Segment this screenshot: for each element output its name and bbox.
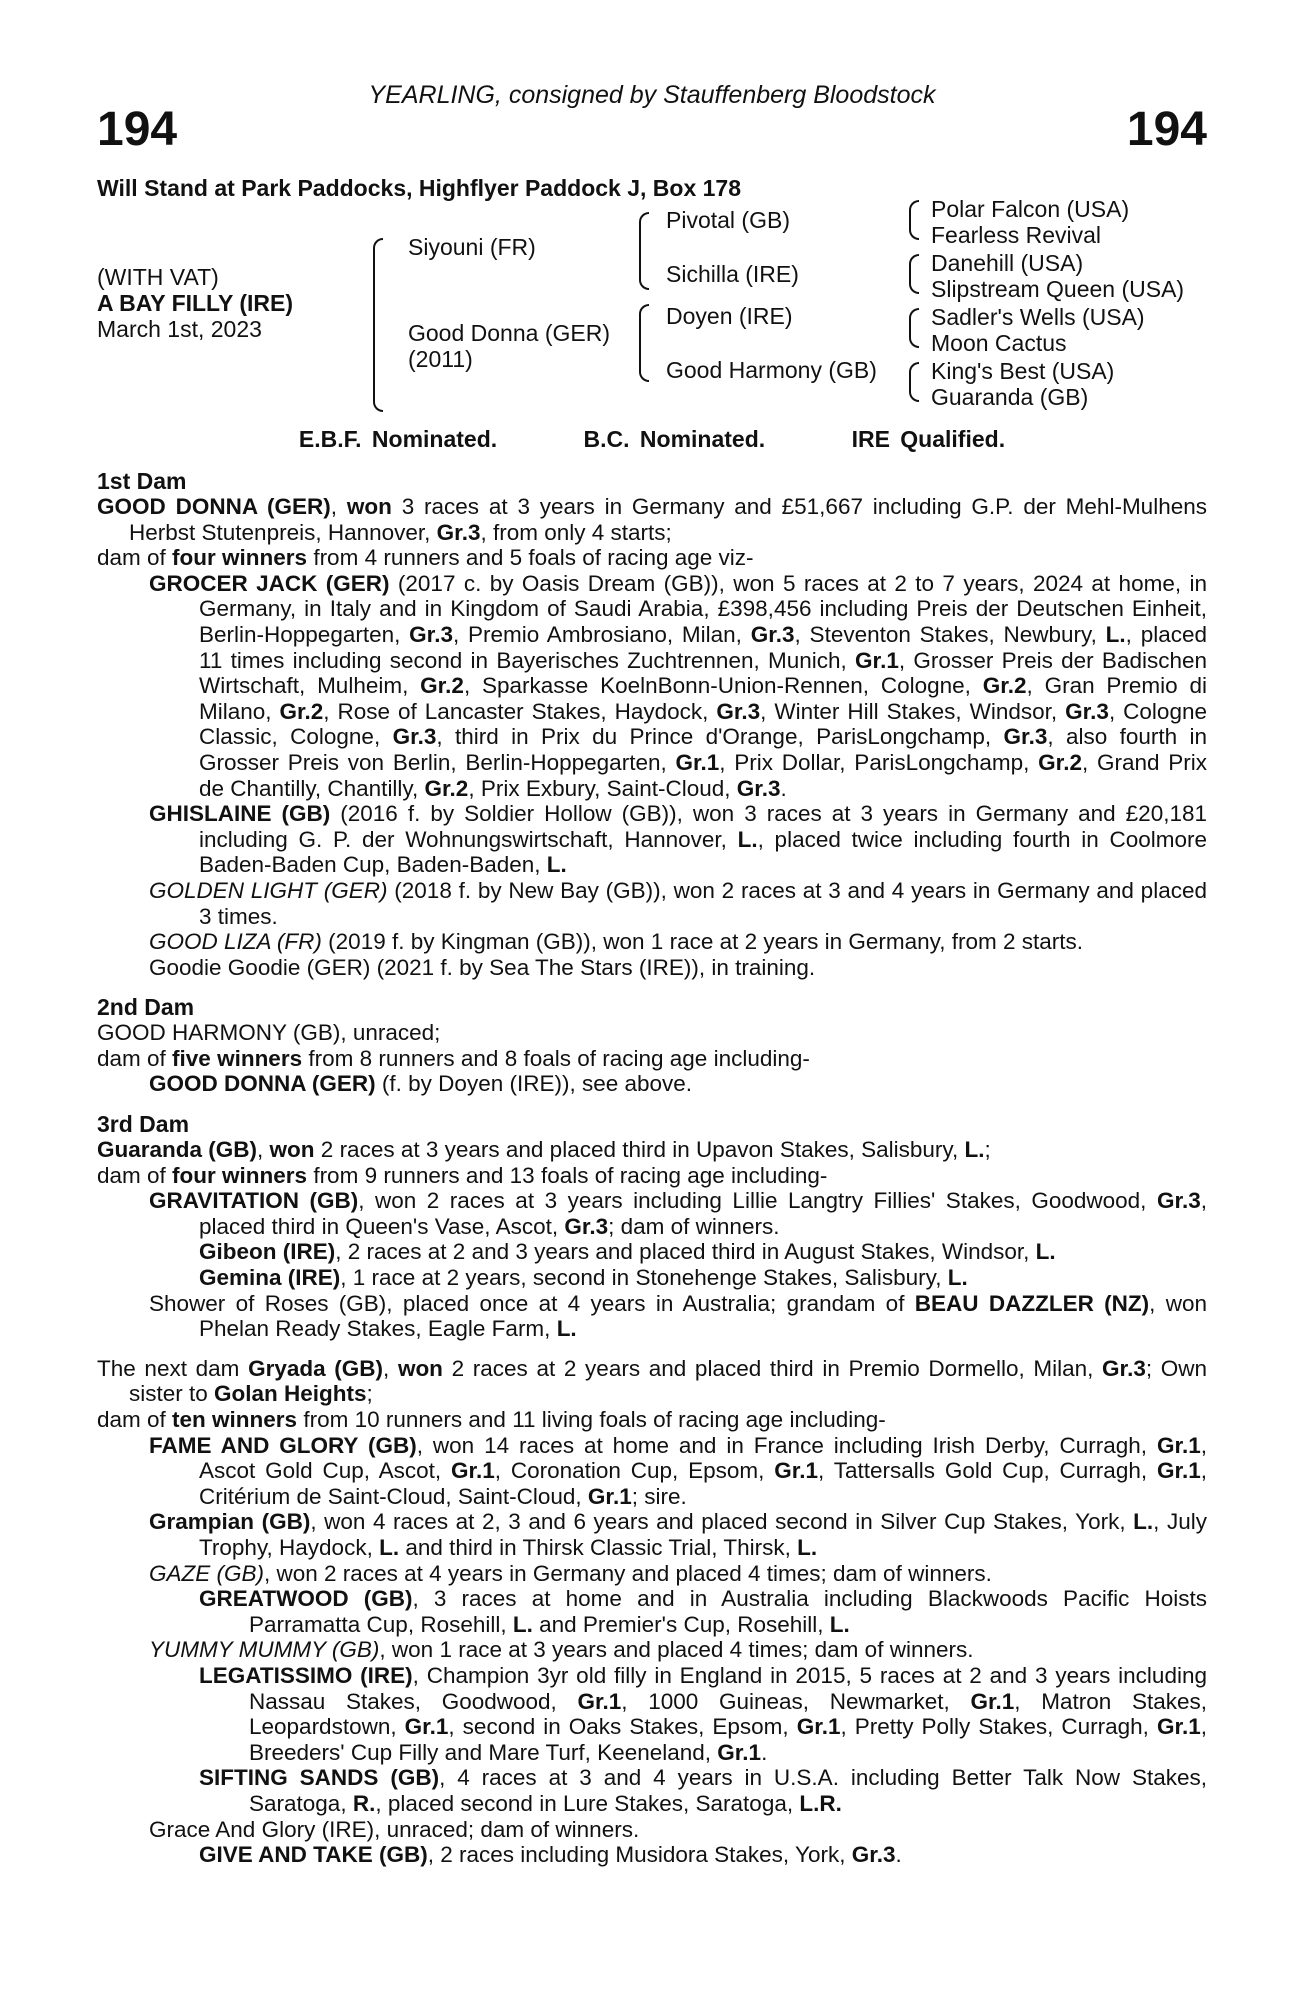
entry-text: (2019 f. by Kingman (GB)), won 1 race at 2 years in Germany, from 2 starts. <box>321 929 1084 955</box>
pedigree-entry <box>97 1137 1207 1163</box>
italic-text: YUMMY MUMMY (GB) <box>149 1637 380 1663</box>
entry-text: Goodie Goodie (GER) (2021 f. by Sea The Stars (IRE)), in training. <box>149 954 816 980</box>
bold-text: Golan Heights <box>214 1381 367 1407</box>
entry-text: (2017 c. by Oasis Dream (GB)), won 5 races at 2 to 7 years, 2024 at home, in Germany, in Italy and in Kingdom of Saudi Arabia, £398,456 including Preis der Deutschen Einheit, Berlin-Hoppegarten, <box>199 570 1207 647</box>
pedigree-entry <box>97 929 1207 955</box>
entry-text: dam of <box>97 1045 173 1071</box>
bold-text: won <box>269 1137 315 1163</box>
entry-text: GOOD HARMONY (GB), unraced; <box>97 1020 441 1046</box>
nominations <box>97 424 1207 454</box>
bold-text: R. <box>352 1790 376 1816</box>
bold-text: four winners <box>172 545 308 571</box>
bold-text: Gr.2 <box>1038 749 1082 775</box>
entry-text: (f. by Doyen (IRE)), see above. <box>375 1071 693 1097</box>
gen3-ancestor: Slipstream Queen (USA) <box>931 276 1185 302</box>
entry-text: , July Trophy, Haydock, <box>199 1509 1207 1560</box>
entry-text: , Matron Stakes, Leopardstown, <box>249 1688 1207 1740</box>
gen3-ancestor: Guaranda (GB) <box>931 384 1089 410</box>
entry-text: from 10 runners and 11 living foals of racing age including- <box>297 1407 886 1432</box>
bold-text: Gr.1 <box>1156 1432 1201 1458</box>
dam-section <box>97 994 1207 1097</box>
bold-text: L. <box>1133 1509 1154 1535</box>
entry-text: 3 races at 3 years in Germany and £51,667 including G.P. der Mehl-Mulhens Herbst Stutenpreis, Hannover, <box>129 494 1207 545</box>
brace-gen3-4 <box>909 362 919 402</box>
bold-text: Gr.3 <box>564 1213 609 1239</box>
bold-text: L. <box>556 1316 577 1342</box>
entry-text: , Coronation Cup, Epsom, <box>494 1458 775 1484</box>
pedigree-entry <box>97 494 1207 545</box>
bold-text: SIFTING SANDS (GB) <box>199 1765 440 1791</box>
section-heading: 2nd Dam <box>97 994 195 1021</box>
entry-text: ; Own sister to <box>129 1355 1208 1407</box>
entry-text: , <box>257 1137 270 1163</box>
stand-location: Will Stand at Park Paddocks, Highflyer Paddock J, Box 178 <box>97 175 741 201</box>
bold-text: won <box>397 1355 443 1381</box>
gen3-ancestor: Sadler's Wells (USA) <box>931 304 1145 330</box>
entry-text: The next dam <box>97 1355 249 1381</box>
bold-text: L. <box>947 1265 968 1291</box>
bc-nomination: B.C. Nominated. <box>583 426 766 452</box>
consignment-line: YEARLING, consigned by Stauffenberg Bloodstock <box>368 81 936 109</box>
entry-text: , Prix Dollar, ParisLongchamp, <box>719 749 1039 775</box>
bold-text: ten winners <box>172 1407 298 1432</box>
entry-text: (2016 f. by Soldier Hollow (GB)), won 3 races at 3 years in Germany and £20,181 including G. P. der Wohnungswirtschaft, Hannover, <box>199 801 1208 852</box>
bold-text: Gr.1 <box>577 1688 622 1714</box>
bold-text: L. <box>1105 621 1126 647</box>
entry-text: from 9 runners and 13 foals of racing age including- <box>307 1162 828 1188</box>
bold-text: Gr.3 <box>392 724 437 750</box>
entry-text: , Grosser Preis der Badischen Wirtschaft, Mulheim, <box>199 647 1208 699</box>
entry-text: , Sparkasse KoelnBonn-Union-Rennen, Cologne, <box>463 673 983 699</box>
bold-text: Gr.2 <box>982 673 1027 699</box>
bold-text: L. <box>964 1137 985 1163</box>
bold-text: Gr.1 <box>675 749 720 775</box>
entry-text: , <box>330 494 347 519</box>
entry-text: , Breeders' Cup Filly and Mare Turf, Keeneland, <box>249 1714 1207 1765</box>
bold-text: Gr.1 <box>717 1739 762 1765</box>
bold-text: GOOD DONNA (GER) <box>97 494 331 519</box>
pedigree-entry <box>97 1663 1207 1765</box>
entry-text: Grace And Glory (IRE), unraced; dam of winners. <box>149 1816 640 1842</box>
bold-text: Gr.3 <box>1003 724 1048 750</box>
pedigree-entry <box>97 1433 1207 1510</box>
entry-text: 2 races at 2 years and placed third in Premio Dormello, Milan, <box>442 1355 1103 1381</box>
entry-text: , placed twice including fourth in Coolmore Baden-Baden Cup, Baden-Baden, <box>199 826 1207 878</box>
pedigree-entry <box>97 1842 1207 1868</box>
entry-text: , Premio Ambrosiano, Milan, <box>452 621 751 647</box>
pedigree-entry <box>97 545 1207 571</box>
entry-text: , Grand Prix de Chantilly, Chantilly, <box>199 749 1207 801</box>
gen3-ancestor: Danehill (USA) <box>931 250 1084 276</box>
bold-text: Gr.2 <box>420 673 464 699</box>
pedigree-entry <box>97 1765 1207 1816</box>
pedigree-entry <box>97 1020 1207 1046</box>
bold-text: GIVE AND TAKE (GB) <box>199 1842 428 1868</box>
gen3-ancestor: Fearless Revival <box>931 222 1101 248</box>
entry-text: dam of <box>97 545 173 571</box>
bold-text: Gr.3 <box>1102 1355 1146 1381</box>
dam-section <box>97 468 1207 980</box>
bold-text: L. <box>1035 1239 1056 1265</box>
entry-text: , Winter Hill Stakes, Windsor, <box>760 698 1066 724</box>
bold-text: LEGATISSIMO (IRE) <box>199 1662 413 1688</box>
bold-text: Gr.3 <box>851 1842 896 1868</box>
vat-note: (WITH VAT) <box>97 264 219 290</box>
bold-text: Grampian (GB) <box>149 1509 311 1535</box>
entry-text: , from only 4 starts; <box>480 519 672 545</box>
italic-text: GOLDEN LIGHT (GER) <box>149 877 388 903</box>
pedigree-entry <box>97 1239 1207 1265</box>
bold-text: Gryada (GB) <box>248 1355 384 1381</box>
bold-text: L.R. <box>799 1790 842 1816</box>
entry-text: Shower of Roses (GB), placed once at 4 years in Australia; grandam of <box>149 1290 915 1316</box>
bold-text: Gr.3 <box>1065 698 1109 724</box>
bold-text: four winners <box>172 1162 308 1188</box>
pedigree-entry <box>97 955 1207 981</box>
entry-text: , Rose of Lancaster Stakes, Haydock, <box>323 698 717 724</box>
bold-text: L. <box>546 852 567 878</box>
entry-text: , Ascot Gold Cup, Ascot, <box>199 1432 1207 1484</box>
ire-qualification: IRE Qualified. <box>851 426 1006 452</box>
brace-gen2-dam <box>639 304 649 382</box>
gen3-ancestor: Polar Falcon (USA) <box>931 196 1130 222</box>
entry-text: ; <box>984 1137 991 1163</box>
entry-text: , won 14 races at home and in France including Irish Derby, Curragh, <box>416 1432 1157 1458</box>
dam-section <box>97 1356 1207 1868</box>
bold-text: Gr.2 <box>279 698 324 724</box>
entry-text: ; sire. <box>631 1483 687 1509</box>
bold-text: Gr.3 <box>736 775 781 801</box>
entry-text: , second in Oaks Stakes, Epsom, <box>448 1714 797 1740</box>
entry-text: from 4 runners and 5 foals of racing age viz- <box>307 545 754 571</box>
bold-text: GROCER JACK (GER) <box>149 570 390 596</box>
entry-text: , won 4 races at 2, 3 and 6 years and placed second in Silver Cup Stakes, York, <box>310 1509 1134 1535</box>
dam-name: Good Donna (GER) <box>408 320 610 346</box>
gen3-ancestor: King's Best (USA) <box>931 358 1115 384</box>
bold-text: L. <box>512 1611 533 1637</box>
sire-dam: Sichilla (IRE) <box>666 261 799 287</box>
entry-text: . <box>895 1842 902 1868</box>
bold-text: Gr.3 <box>409 621 453 647</box>
entry-text: dam of <box>97 1407 173 1432</box>
brace-gen1 <box>373 238 383 412</box>
bold-text: Gibeon (IRE) <box>199 1239 336 1265</box>
entry-text: , placed second in Lure Stakes, Saratoga, <box>375 1790 800 1816</box>
pedigree-entry <box>97 1561 1207 1587</box>
entry-text: , placed 11 times including second in Bayerisches Zuchtrennen, Munich, <box>199 621 1208 673</box>
bold-text: five winners <box>172 1045 303 1071</box>
italic-text: GOOD LIZA (FR) <box>149 929 322 955</box>
bold-text: GHISLAINE (GB) <box>149 801 331 827</box>
italic-text: GAZE (GB) <box>149 1560 265 1586</box>
entry-text: , 1000 Guineas, Newmarket, <box>621 1688 971 1714</box>
entry-text: , Tattersalls Gold Cup, Curragh, <box>818 1458 1157 1484</box>
bold-text: FAME AND GLORY (GB) <box>149 1432 417 1458</box>
entry-text: and third in Thirsk Classic Trial, Thirsk, <box>399 1534 798 1560</box>
section-heading: 1st Dam <box>97 468 187 494</box>
pedigree-entry <box>97 1509 1207 1560</box>
pedigree-entry <box>97 1407 1207 1433</box>
pedigree-chart <box>97 196 1207 420</box>
bold-text: Gr.1 <box>970 1688 1015 1714</box>
entry-text: , Champion 3yr old filly in England in 2015, 5 races at 2 and 3 years including Nassau Stakes, Goodwood, <box>249 1662 1207 1714</box>
bold-text: Gr.1 <box>1156 1458 1201 1484</box>
bold-text: GRAVITATION (GB) <box>149 1188 359 1214</box>
entry-text: from 8 runners and 8 foals of racing age including- <box>302 1045 810 1071</box>
bold-text: BEAU DAZZLER (NZ) <box>914 1290 1150 1316</box>
bold-text: Gr.3 <box>1156 1188 1201 1214</box>
sire-name: Siyouni (FR) <box>408 234 536 260</box>
pedigree-entry <box>97 801 1207 878</box>
bold-text: Gr.1 <box>1156 1714 1201 1740</box>
bold-text: L. <box>737 826 758 852</box>
foaling-date: March 1st, 2023 <box>97 316 262 342</box>
brace-gen3-1 <box>909 200 919 240</box>
bold-text: Guaranda (GB) <box>97 1137 258 1163</box>
entry-text: , won 2 races at 3 years including Lillie Langtry Fillies' Stakes, Goodwood, <box>358 1188 1157 1214</box>
bold-text: Gr.3 <box>436 519 481 545</box>
pedigree-entry <box>97 571 1207 801</box>
gen3-ancestor: Moon Cactus <box>931 330 1067 356</box>
entry-text: (2018 f. by New Bay (GB)), won 2 races at 3 and 4 years in Germany and placed 3 times. <box>199 877 1207 929</box>
entry-text: , Pretty Polly Stakes, Curragh, <box>840 1714 1157 1740</box>
bold-text: Gr.2 <box>424 775 469 801</box>
pedigree-entry <box>97 1265 1207 1291</box>
pedigree-entry <box>97 1637 1207 1663</box>
dam-section <box>97 1111 1207 1342</box>
entry-text: , Steventon Stakes, Newbury, <box>794 621 1106 647</box>
entry-text: , Cologne Classic, Cologne, <box>199 698 1207 750</box>
pedigree-entry <box>97 1356 1207 1407</box>
produce-record <box>97 468 1207 1868</box>
entry-text: ; dam of winners. <box>608 1213 780 1239</box>
section-heading: 3rd Dam <box>97 1111 190 1138</box>
ebf-nomination: E.B.F. Nominated. <box>298 426 498 452</box>
brace-gen3-2 <box>909 254 919 294</box>
lot-number-row <box>97 103 1207 166</box>
pedigree-entry <box>97 1046 1207 1072</box>
pedigree-entry <box>97 1188 1207 1239</box>
brace-gen3-3 <box>909 308 919 348</box>
entry-text: . <box>780 775 787 801</box>
dam-dam: Good Harmony (GB) <box>666 357 877 383</box>
entry-text: , Gran Premio di Milano, <box>199 673 1207 724</box>
bold-text: GREATWOOD (GB) <box>199 1586 413 1612</box>
entry-text: , won Phelan Ready Stakes, Eagle Farm, <box>199 1290 1208 1342</box>
bold-text: Gr.1 <box>855 647 899 673</box>
bold-text: Gemina (IRE) <box>199 1265 341 1291</box>
bold-text: Gr.1 <box>796 1714 841 1740</box>
entry-text: and Premier's Cup, Rosehill, <box>532 1611 830 1637</box>
bold-text: Gr.1 <box>774 1458 819 1484</box>
lot-number-right: 194 <box>1126 103 1207 156</box>
bold-text: Gr.1 <box>450 1458 495 1484</box>
lot-number-left: 194 <box>97 103 178 156</box>
catalogue-page <box>97 80 1207 1868</box>
brace-gen2-sire <box>639 212 649 290</box>
dam-year: (2011) <box>408 346 473 372</box>
pedigree-entry <box>97 1586 1207 1637</box>
entry-text: , placed third in Queen's Vase, Ascot, <box>199 1188 1207 1239</box>
entry-text: , won 2 races at 4 years in Germany and placed 4 times; dam of winners. <box>264 1560 992 1586</box>
pedigree-entry <box>97 1817 1207 1843</box>
pedigree-entry <box>97 1291 1207 1342</box>
entry-text: , 2 races including Musidora Stakes, York, <box>427 1842 852 1868</box>
entry-text: , 2 races at 2 and 3 years and placed third in August Stakes, Windsor, <box>335 1239 1036 1265</box>
entry-text: , <box>383 1355 398 1381</box>
bold-text: Gr.1 <box>404 1714 449 1740</box>
bold-text: won <box>346 494 392 519</box>
entry-text: ; <box>366 1381 373 1407</box>
bold-text: GOOD DONNA (GER) <box>149 1071 376 1097</box>
dam-sire: Doyen (IRE) <box>666 303 793 329</box>
entry-text: , Critérium de Saint-Cloud, Saint-Cloud, <box>199 1458 1207 1509</box>
bold-text: Gr.3 <box>716 698 761 724</box>
entry-text: 2 races at 3 years and placed third in Upavon Stakes, Salisbury, <box>314 1137 965 1163</box>
bold-text: Gr.3 <box>750 621 795 647</box>
pedigree-entry <box>97 1163 1207 1189</box>
bold-text: L. <box>797 1534 818 1560</box>
entry-text: , third in Prix du Prince d'Orange, ParisLongchamp, <box>436 724 1004 750</box>
bold-text: Gr.1 <box>587 1483 632 1509</box>
entry-text: , 4 races at 3 and 4 years in U.S.A. including Better Talk Now Stakes, Saratoga, <box>249 1765 1207 1816</box>
entry-text: , 3 races at home and in Australia including Blackwoods Pacific Hoists Parramatta Cup, Rosehill, <box>249 1586 1207 1637</box>
entry-text: . <box>761 1739 768 1765</box>
bold-text: L. <box>379 1534 400 1560</box>
entry-text: dam of <box>97 1162 173 1188</box>
pedigree-entry <box>97 1071 1207 1097</box>
entry-text: , also fourth in Grosser Preis von Berlin, Berlin-Hoppegarten, <box>199 724 1207 775</box>
entry-text: , 1 race at 2 years, second in Stonehenge Stakes, Salisbury, <box>340 1265 948 1291</box>
entry-text: , won 1 race at 3 years and placed 4 times; dam of winners. <box>379 1637 974 1663</box>
bold-text: L. <box>829 1611 850 1637</box>
pedigree-entry <box>97 878 1207 929</box>
entry-text: , Prix Exbury, Saint-Cloud, <box>468 775 737 801</box>
sire-sire: Pivotal (GB) <box>666 207 790 233</box>
lot-name: A BAY FILLY (IRE) <box>97 290 293 316</box>
